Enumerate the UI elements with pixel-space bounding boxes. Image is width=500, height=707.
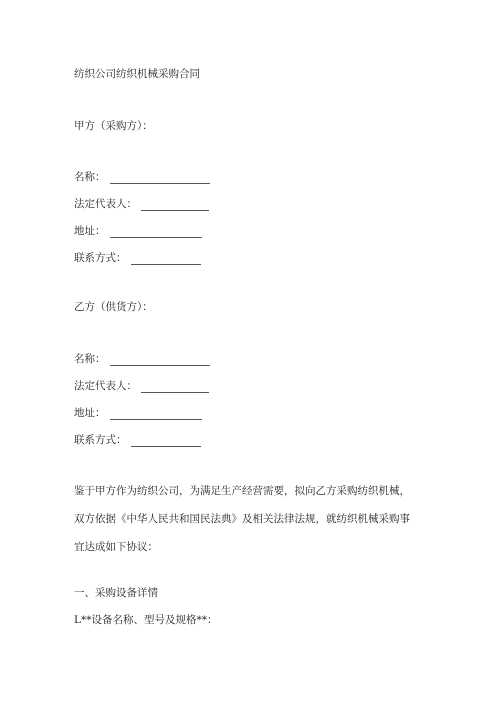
intro-line: 双方依据《中华人民共和国民法典》及相关法律法规，就纺织机械采购事 [74,513,410,525]
field-label: 联系方式： [74,252,127,264]
name-blank [110,354,210,366]
party-a-heading: 甲方（采购方）： [74,120,153,132]
party-b-address-field [74,406,202,420]
party-a-name-field [74,170,210,184]
item-heading: L**设备名称、型号及规格**： [74,614,218,626]
address-blank [110,226,202,238]
field-label: 地址： [74,407,106,419]
field-label: 地址： [74,225,106,237]
party-b-contact-field [74,433,201,447]
doc-title: 纺织公司纺织机械采购合同 [74,68,200,80]
address-blank [110,408,202,420]
intro-line: 鉴于甲方作为纺织公司，为满足生产经营需要，拟向乙方采购纺织机械， [74,485,410,497]
party-b-name-field [74,352,210,366]
contact-blank [131,253,201,265]
intro-line: 宜达成如下协议： [74,541,158,553]
party-b-heading: 乙方（供货方）： [74,301,153,313]
field-label: 名称： [74,353,106,365]
field-label: 法定代表人： [74,380,137,392]
field-label: 名称： [74,171,106,183]
party-a-contact-field [74,251,201,265]
representative-blank [141,381,209,393]
intro-paragraph [74,477,434,561]
contact-blank [131,435,201,447]
party-a-representative-field [74,197,209,211]
field-label: 法定代表人： [74,198,137,210]
party-b-representative-field [74,379,209,393]
section-heading: 一、采购设备详情 [74,587,158,599]
field-label: 联系方式： [74,434,127,446]
name-blank [110,172,210,184]
representative-blank [141,199,209,211]
party-a-address-field [74,224,202,238]
